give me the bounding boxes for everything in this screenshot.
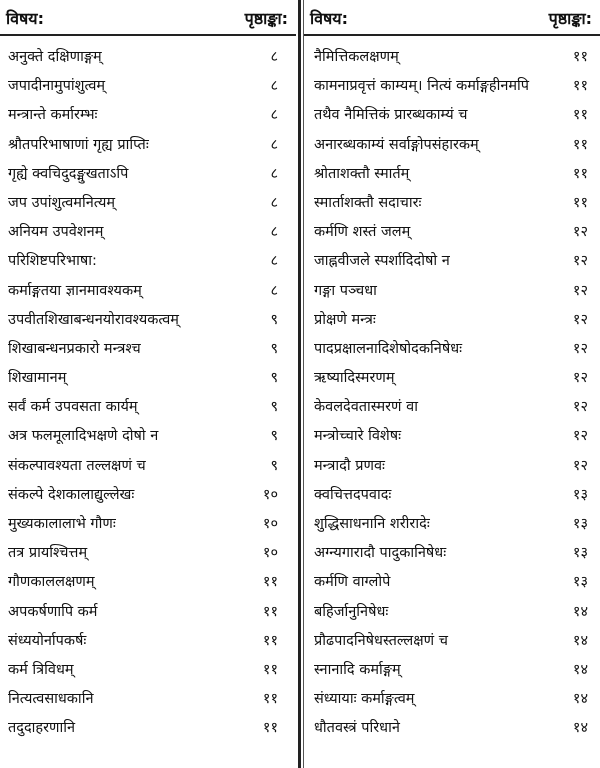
- entry-title: अनारब्धकाम्यं सर्वाङ्गोपसंहारकम्: [314, 136, 479, 153]
- entry-title: पादप्रक्षालनादिशेषोदकनिषेधः: [314, 340, 463, 357]
- index-entry: [0, 131, 296, 160]
- entry-page-number: ९: [270, 311, 278, 328]
- index-entry: [304, 685, 600, 714]
- entry-page-number: ९: [270, 370, 278, 387]
- right-column: [304, 0, 600, 744]
- index-entry: [0, 393, 296, 422]
- entry-title: तथैव नैमित्तिकं प्रारब्धकाम्यं च: [314, 107, 468, 124]
- index-entry: [0, 101, 296, 130]
- index-entry: [0, 247, 296, 276]
- index-entry: [304, 335, 600, 364]
- entry-title: मुख्यकालालाभे गौणः: [8, 516, 116, 532]
- entry-title: अग्न्यगारादौ पादुकानिषेधः: [314, 545, 447, 562]
- index-entry: [0, 685, 296, 714]
- entry-title: अनियम उपवेशनम्: [8, 224, 104, 241]
- entry-page-number: १२: [572, 370, 588, 387]
- index-entry: [304, 247, 600, 276]
- index-entry: [0, 364, 296, 393]
- subject-heading: विषय:: [6, 9, 44, 28]
- entry-page-number: ८: [270, 282, 278, 299]
- index-entry: [304, 72, 600, 101]
- entry-page-number: ११: [572, 107, 588, 124]
- index-entry: [304, 160, 600, 189]
- index-entry: [304, 598, 600, 627]
- column-divider: [298, 0, 301, 768]
- entry-page-number: ९: [270, 340, 278, 357]
- index-entry: [304, 101, 600, 130]
- index-entry: [0, 481, 296, 510]
- index-entry: [0, 277, 296, 306]
- index-entry: [304, 539, 600, 568]
- entry-page-number: ९: [270, 399, 278, 416]
- entry-title: श्रौतपरिभाषाणां गृह्य प्राप्तिः: [8, 136, 149, 153]
- entry-title: शिखामानम्: [8, 370, 67, 387]
- index-entry: [304, 452, 600, 481]
- entry-page-number: ८: [270, 78, 278, 95]
- entry-title: कामनाप्रवृत्तं काम्यम्। नित्यं कर्माङ्गहीनमपि: [314, 78, 530, 95]
- entry-page-number: १४: [572, 632, 588, 649]
- entry-title: नैमित्तिकलक्षणम्: [314, 49, 399, 65]
- index-entry: [0, 43, 296, 72]
- entry-title: तत्र प्रायश्चित्तम्: [8, 545, 88, 562]
- entry-page-number: ८: [270, 224, 278, 241]
- entry-title: प्रौढपादनिषेधस्तल्लक्षणं च: [314, 632, 448, 649]
- entry-page-number: १२: [572, 282, 588, 299]
- entry-page-number: १२: [572, 428, 588, 445]
- entry-page-number: १३: [572, 574, 588, 591]
- entry-page-number: ११: [262, 691, 278, 708]
- index-entry: [0, 714, 296, 743]
- entry-page-number: ११: [572, 194, 588, 211]
- entry-title: गृह्ये क्वचिदुदङ्मुखताऽपि: [8, 165, 129, 182]
- index-entry: [0, 598, 296, 627]
- entry-title: संकल्पे देशकालाद्युल्लेखः: [8, 486, 135, 503]
- entry-page-number: १०: [262, 545, 278, 562]
- entry-page-number: ८: [270, 194, 278, 211]
- entry-page-number: ११: [262, 720, 278, 737]
- entry-title: कर्म त्रिविधम्: [8, 661, 74, 678]
- entry-page-number: १२: [572, 340, 588, 357]
- index-entry: [304, 422, 600, 451]
- entry-title: जपादीनामुपांशुत्वम्: [8, 78, 106, 95]
- index-entry: [0, 160, 296, 189]
- index-entry: [304, 714, 600, 743]
- entry-title: सर्वं कर्म उपवसता कार्यम्: [8, 399, 138, 416]
- entry-title: प्रोक्षणे मन्त्रः: [314, 311, 376, 328]
- right-entry-list: [304, 36, 600, 744]
- left-column-header: [0, 0, 296, 36]
- entry-page-number: ८: [270, 165, 278, 182]
- index-entry: [0, 218, 296, 247]
- entry-page-number: १२: [572, 311, 588, 328]
- entry-title: शुद्धिसाधनानि शरीरादेः: [314, 516, 430, 532]
- page-number-heading: पृष्ठाङ्का:: [548, 9, 592, 28]
- entry-page-number: १२: [572, 399, 588, 416]
- index-entry: [0, 510, 296, 539]
- index-entry: [0, 335, 296, 364]
- left-column: [0, 0, 296, 744]
- entry-title: मन्त्रान्ते कर्मारम्भः: [8, 107, 98, 124]
- index-entry: [304, 43, 600, 72]
- index-entry: [0, 189, 296, 218]
- entry-title: मन्त्रोच्चारे विशेषः: [314, 428, 402, 445]
- entry-page-number: ८: [270, 49, 278, 65]
- entry-title: परिशिष्टपरिभाषा:: [8, 253, 97, 270]
- index-entry: [304, 131, 600, 160]
- entry-title: मन्त्रादौ प्रणवः: [314, 457, 385, 474]
- entry-page-number: १४: [572, 661, 588, 678]
- index-entry: [0, 539, 296, 568]
- entry-title: स्नानादि कर्माङ्गम्: [314, 661, 401, 678]
- entry-page-number: ११: [572, 49, 588, 65]
- entry-title: कर्मणि वाग्लोपे: [314, 574, 391, 591]
- entry-page-number: ११: [572, 136, 588, 153]
- index-entry: [0, 656, 296, 685]
- entry-title: क्वचित्तदपवादः: [314, 486, 392, 503]
- index-entry: [0, 568, 296, 597]
- entry-page-number: १२: [572, 253, 588, 270]
- entry-page-number: ८: [270, 107, 278, 124]
- index-entry: [304, 510, 600, 539]
- index-entry: [304, 189, 600, 218]
- entry-title: संकल्पावश्यता तल्लक्षणं च: [8, 457, 146, 474]
- index-entry: [304, 306, 600, 335]
- entry-title: तदुदाहरणानि: [8, 720, 76, 737]
- entry-page-number: १३: [572, 545, 588, 562]
- index-entry: [0, 627, 296, 656]
- entry-title: शिखाबन्धनप्रकारो मन्त्रश्च: [8, 340, 141, 357]
- entry-title: गौणकाललक्षणम्: [8, 574, 95, 591]
- entry-page-number: ८: [270, 136, 278, 153]
- entry-title: केवलदेवतास्मरणं वा: [314, 399, 418, 416]
- right-column-header: [304, 0, 600, 36]
- entry-page-number: ११: [262, 603, 278, 620]
- entry-page-number: ९: [270, 457, 278, 474]
- index-entry: [304, 481, 600, 510]
- entry-title: अनुक्ते दक्षिणाङ्गम्: [8, 49, 102, 65]
- index-entry: [304, 627, 600, 656]
- index-entry: [304, 364, 600, 393]
- entry-title: अत्र फलमूलादिभक्षणे दोषो न: [8, 428, 159, 445]
- entry-title: बहिर्जानुनिषेधः: [314, 603, 389, 620]
- entry-page-number: ११: [572, 165, 588, 182]
- entry-title: उपवीतशिखाबन्धनयोरावश्यकत्वम्: [8, 311, 179, 328]
- entry-title: कर्मणि शस्तं जलम्: [314, 224, 411, 241]
- entry-page-number: ११: [262, 661, 278, 678]
- entry-page-number: १०: [262, 516, 278, 532]
- left-entry-list: [0, 36, 296, 744]
- entry-page-number: ११: [262, 574, 278, 591]
- entry-title: ऋष्यादिस्मरणम्: [314, 370, 395, 387]
- entry-page-number: ११: [262, 632, 278, 649]
- entry-page-number: १२: [572, 224, 588, 241]
- entry-page-number: १३: [572, 516, 588, 532]
- entry-title: गङ्गा पञ्चधा: [314, 282, 377, 299]
- entry-page-number: ८: [270, 253, 278, 270]
- index-entry: [304, 656, 600, 685]
- entry-page-number: १४: [572, 603, 588, 620]
- index-entry: [0, 306, 296, 335]
- entry-title: स्मार्ताशक्तौ सदाचारः: [314, 194, 422, 211]
- entry-title: नित्यत्वसाधकानि: [8, 691, 94, 708]
- entry-page-number: १४: [572, 691, 588, 708]
- entry-title: धौतवस्त्रं परिधाने: [314, 720, 400, 737]
- entry-page-number: ११: [572, 78, 588, 95]
- subject-heading: विषय:: [310, 9, 348, 28]
- index-entry: [0, 452, 296, 481]
- entry-title: जाह्नवीजले स्पर्शादिदोषो न: [314, 253, 450, 270]
- index-entry: [304, 393, 600, 422]
- entry-title: जप उपांशुत्वमनित्यम्: [8, 194, 116, 211]
- index-entry: [0, 72, 296, 101]
- index-entry: [0, 422, 296, 451]
- entry-title: श्रोताशक्तौ स्मार्तम्: [314, 165, 410, 182]
- index-entry: [304, 218, 600, 247]
- entry-page-number: ९: [270, 428, 278, 445]
- entry-title: संध्ययोर्नापकर्षः: [8, 632, 87, 649]
- entry-page-number: १२: [572, 457, 588, 474]
- entry-page-number: १४: [572, 720, 588, 737]
- entry-title: कर्माङ्गतया ज्ञानमावश्यकम्: [8, 282, 142, 299]
- index-entry: [304, 277, 600, 306]
- entry-title: अपकर्षणापि कर्म: [8, 603, 98, 620]
- page-number-heading: पृष्ठाङ्का:: [244, 9, 288, 28]
- entry-title: संध्यायाः कर्माङ्गत्वम्: [314, 691, 415, 708]
- entry-page-number: १३: [572, 486, 588, 503]
- entry-page-number: १०: [262, 486, 278, 503]
- index-entry: [304, 568, 600, 597]
